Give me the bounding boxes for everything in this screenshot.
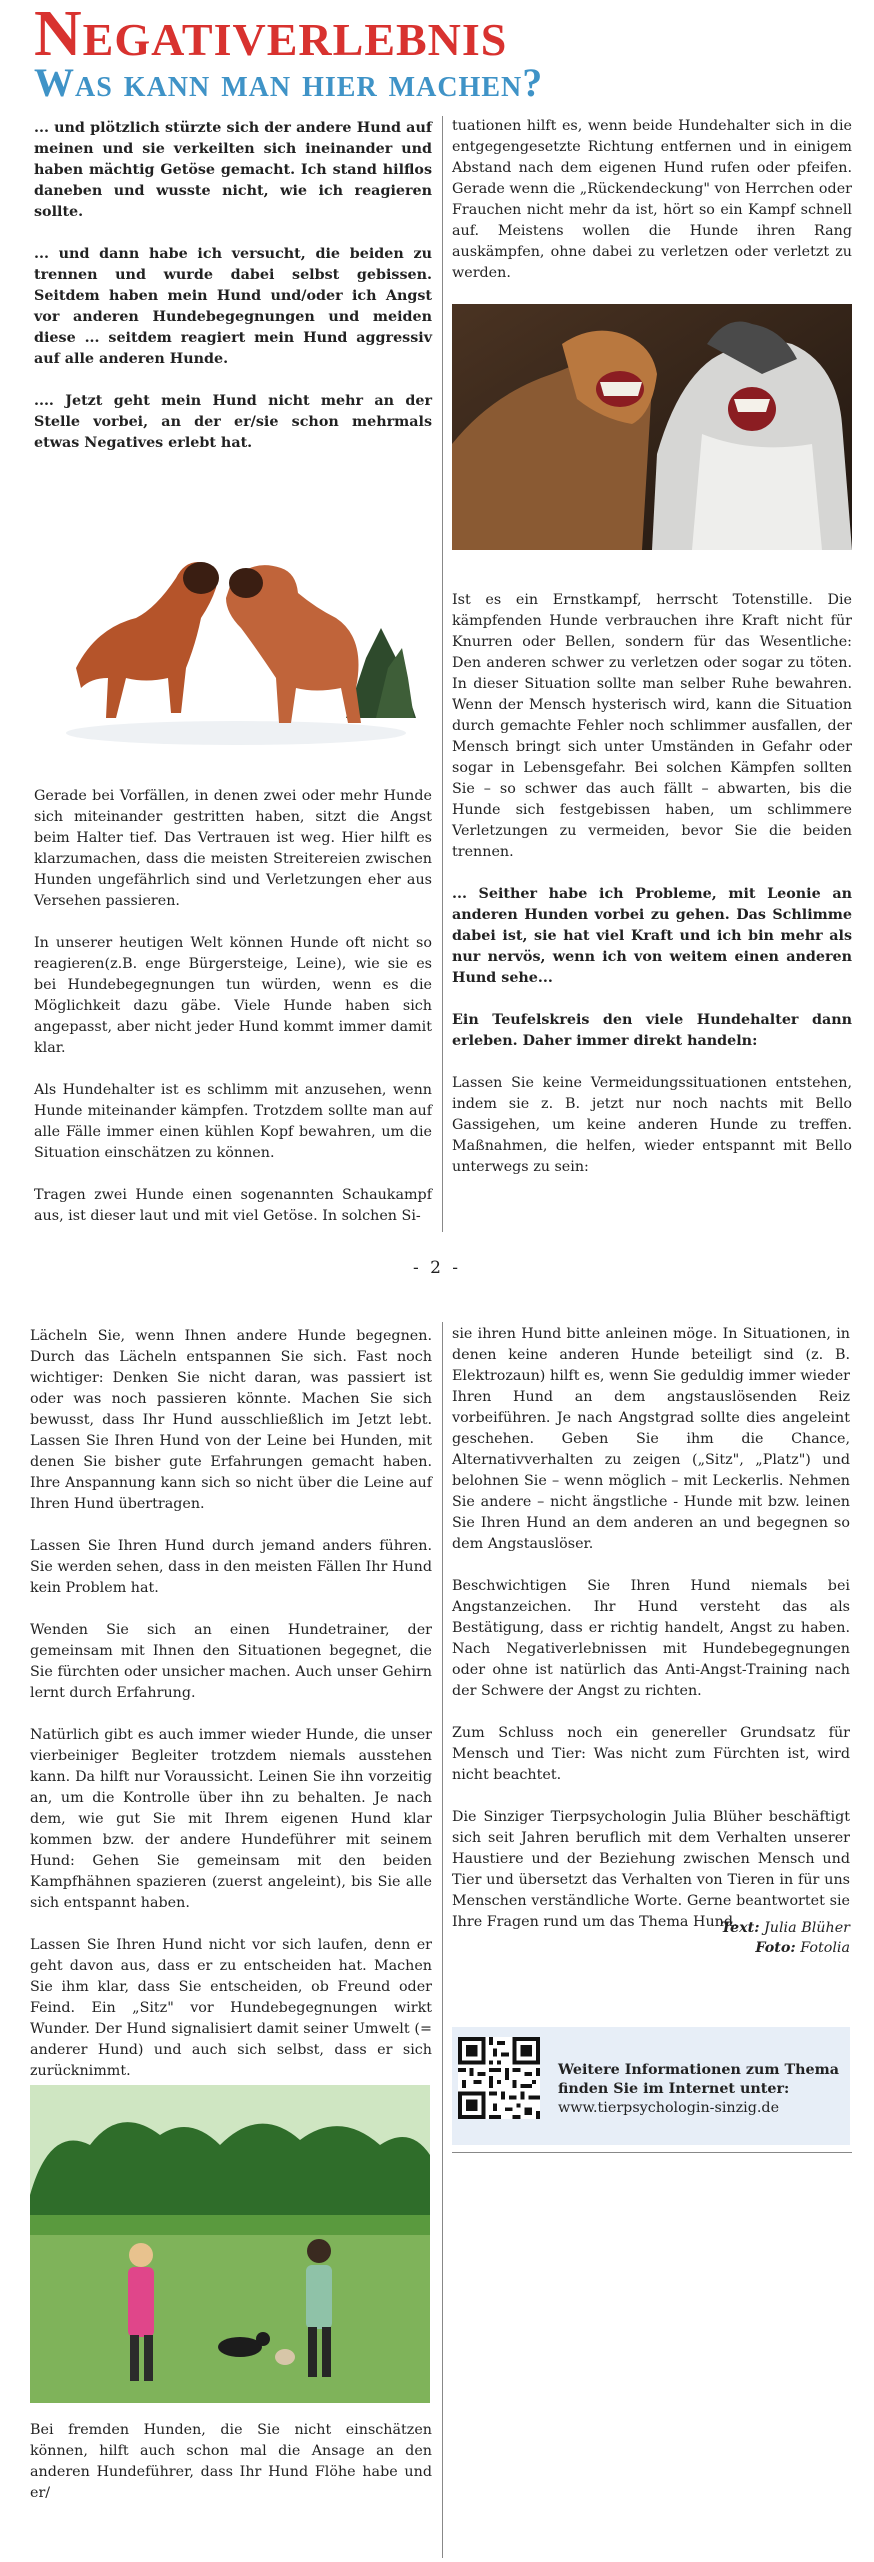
body-paragraph: tuationen hilft es, wenn beide Hundehalter sich in die entgegengesetzte Richtung entfernen und in einigem Abstand nach dem eigenen Hund rufen oder pfeifen. Gerade wenn die „Rückendeckung" von Herrchen oder Frauchen nicht mehr da ist, hört so ein Kampf schnell auf. Meistens wollen die Hunde ihren Rang auskämpfen, ohne dabei zu verletzen oder verletzt zu werden. (452, 118, 852, 281)
info-heading: Weitere Informationen zum Thema finden Sie im Internet unter: (558, 2062, 839, 2097)
body-paragraph: sie ihren Hund bitte anleinen möge. In Situationen, in denen keine anderen Hunde beteiligt sind (z. B. Elektrozaun) hilft es, wenn Sie geduldig immer wieder Ihren Hund an dem angstauslösenden Reiz vorbeiführen. Je nach Angstgrad sollte dies angeleint geschehen. Geben Sie ihm die Chance, Alternativverhalten zu zeigen („Sitz", „Platz") und belohnen Sie – wenn möglich – mit Leckerlis. Nehmen Sie andere – nicht ängstliche - Hunde mit bzw. leinen Sie Ihren Hund an dem anderen an und begegnen so dem Angstauslöser. (452, 1326, 850, 1552)
p1-left-body (34, 786, 432, 1248)
body-paragraph: Tragen zwei Hunde einen sogenannten Schaukampf aus, ist dieser laut und mit viel Getöse. In solchen Si- (34, 1187, 432, 1224)
body-paragraph: Als Hundehalter ist es schlimm mit anzusehen, wenn Hunde miteinander kämpfen. Trotzdem sollte man auf alle Fälle immer einen kühlen Kopf bewahren, um die Situation einschätzen zu können. (34, 1082, 432, 1161)
body-paragraph: Gerade bei Vorfällen, in denen zwei oder mehr Hunde sich miteinander gestritten haben, sitzt die Angst beim Halter tief. Das Vertrauen ist weg. Hier hilft es klarzumachen, dass die meisten Streitereien zwischen Hunden ungefährlich sind und Verletzungen eher aus Versehen passieren. (34, 788, 432, 909)
quote-paragraph: ... und dann habe ich versucht, die beiden zu trennen und wurde dabei selbst gebissen. Seitdem haben mein Hund und/oder ich Angst vor anderen Hundebegegnungen und meiden diese ... seitdem reagiert mein Hund aggressiv auf alle anderen Hunde. (34, 246, 432, 367)
quote-paragraph: ... und plötzlich stürzte sich der andere Hund auf meinen und sie verkeilten sich ineinander und haben mächtig Getöse gemacht. Ich stand hilflos daneben und wusste nicht, wie ich reagieren sollte. (34, 120, 432, 220)
info-box (452, 2027, 850, 2145)
body-paragraph: Natürlich gibt es auch immer wieder Hunde, die unser vierbeiniger Begleiter trotzdem niemals ausstehen kann. Da hilft nur Voraussicht. Leinen Sie ihn vorzeitig an, um die Kontrolle über ihn zu behalten. Je nach dem, wie gut Sie mit Ihrem eigenen Hund klar kommen bzw. der andere Hundeführer mit seinem Hund: Gehen Sie gemeinsam mit den beiden Kampfhähnen spazieren (zuerst angeleint), bis Sie alle sich entspannt haben. (30, 1727, 432, 1911)
snarling-dogs-photo (452, 304, 852, 550)
author-bio: Die Sinziger Tierpsychologin Julia Blüher beschäftigt sich seit Jahren beruflich mit dem Verhalten unserer Haustiere und der Beziehung zwischen Mensch und Tier und übersetzt das Verhalten von Tieren in für uns Menschen verständliche Worte. Gerne beantwortet sie Ihre Fragen rund um das Thema Hund. (452, 1809, 850, 1930)
p1-right-body (452, 590, 852, 1199)
p1-right-top (452, 116, 852, 305)
body-paragraph: Ist es ein Ernstkampf, herrscht Totenstille. Die kämpfenden Hunde verbrauchen ihre Kraft nicht für Knurren oder Bellen, sondern für das Wesentliche: Den anderen schwer zu verletzen oder sogar zu töten. In dieser Situation sollte man selber Ruhe bewahren. Wenn der Mensch hysterisch wird, kann die Situation durch gemachte Fehler noch schlimmer ausfallen, der Mensch bringt sich unter Umständen in Gefahr oder sogar in Lebensgefahr. Bei solchen Kämpfen sollten Sie – so schwer das auch fällt – abwarten, bis die Hunde sich festgebissen haben, um schlimmere Verletzungen zu vermeiden, bevor Sie die beiden trennen. (452, 592, 852, 860)
p2-left-tail (30, 2420, 432, 2525)
body-paragraph: Lassen Sie Ihren Hund durch jemand anders führen. Sie werden sehen, dass in den meisten Fällen Ihr Hund kein Problem hat. (30, 1538, 432, 1596)
park-walkers-photo (30, 2085, 430, 2403)
quote-paragraph: Ein Teufelskreis den viele Hundehalter dann erleben. Daher immer direkt handeln: (452, 1012, 852, 1049)
page-number: - 2 - (412, 1258, 462, 1278)
quote-paragraph: ... Seither habe ich Probleme, mit Leonie an anderen Hunden vorbei zu gehen. Das Schlimme dabei ist, sie hat viel Kraft und ich bin mehr als nur nervös, wenn ich von weitem einen anderen Hund sehe... (452, 886, 852, 986)
info-url-link[interactable]: www.tierpsychologin-sinzig.de (558, 2100, 780, 2116)
info-divider (452, 2152, 852, 2153)
body-paragraph: Beschwichtigen Sie Ihren Hund niemals bei Angstanzeichen. Ihr Hund versteht das als Bestätigung, dass er richtig handelt, Angst zu haben. Nach Negativerlebnissen mit Hundebegegnungen oder ohne ist natürlich das Anti-Angst-Training nach der Schwere der Angst zu richten. (452, 1578, 850, 1699)
column-divider (442, 1322, 443, 2558)
credit-text-label: Text: (721, 1920, 760, 1936)
body-paragraph: In unserer heutigen Welt können Hunde oft nicht so reagieren(z.B. enge Bürgersteige, Leine), wie sie es bei Hundebegegnungen tun würden, wenn es die Möglichkeit dazu gäbe. Viele Hunde haben sich angepasst, aber nicht jeder Hund kommt immer damit klar. (34, 935, 432, 1056)
qr-code-icon[interactable] (458, 2037, 540, 2119)
column-divider (442, 116, 443, 1232)
p2-left-body (30, 1326, 432, 2103)
credit-photo-value: Fotolia (800, 1940, 850, 1956)
p2-right-body (452, 1324, 850, 1954)
body-paragraph: Lächeln Sie, wenn Ihnen andere Hunde begegnen. Durch das Lächeln entspannen Sie sich. Fast noch wichtiger: Denken Sie nicht daran, was passiert ist oder was noch passieren könnte. Machen Sie sich bewusst, dass Ihr Hund ausschließlich im Jetzt lebt. Lassen Sie Ihren Hund von der Leine bei Hunden, mit denen Sie bisher gute Erfahrungen gemacht haben. Ihre Anspannung kann sich so nicht über die Leine auf Ihren Hund übertragen. (30, 1328, 432, 1512)
page-title: Negativerlebnis (34, 0, 508, 70)
body-paragraph: Lassen Sie Ihren Hund nicht vor sich laufen, denn er geht davon aus, dass er zu entscheiden hat. Machen Sie ihm klar, dass Sie entscheiden, ob Freund oder Feind. Ein „Sitz" vor Hundebegegnungen wirkt Wunder. Der Hund signalisiert damit seiner Umwelt (= anderer Hund) und auch sich selbst, dass er sich zurücknimmt. (30, 1937, 432, 2079)
info-text (558, 2061, 842, 2118)
body-paragraph: Wenden Sie sich an einen Hundetrainer, der gemeinsam mit Ihnen den Situationen begegnet, die Sie fürchten oder unsicher machen. Auch unser Gehirn lernt durch Erfahrung. (30, 1622, 432, 1701)
body-paragraph: Zum Schluss noch ein genereller Grundsatz für Mensch und Tier: Was nicht zum Fürchten ist, wird nicht beachtet. (452, 1725, 850, 1783)
credits (452, 1918, 850, 1958)
credit-photo-label: Foto: (755, 1940, 796, 1956)
quote-paragraph: .... Jetzt geht mein Hund nicht mehr an der Stelle vorbei, an der er/sie schon mehrmals etwas Negatives erlebt hat. (34, 393, 432, 451)
body-paragraph: Lassen Sie keine Vermeidungssituationen entstehen, indem sie z. B. jetzt nur noch nachts mit Bello Gassigehen, um keine anderen Hunde zu treffen. Maßnahmen, die helfen, wieder entspannt mit Bello unterwegs zu sein: (452, 1075, 852, 1175)
credit-text-value: Julia Blüher (764, 1920, 850, 1936)
page-subtitle: Was kann man hier machen? (34, 60, 544, 105)
body-paragraph: Bei fremden Hunden, die Sie nicht einschätzen können, hilft auch schon mal die Ansage an den anderen Hundeführer, dass Ihr Hund Flöhe habe und er/ (30, 2422, 432, 2501)
fighting-mastiffs-photo (36, 508, 432, 748)
p1-left-intro (34, 118, 432, 475)
